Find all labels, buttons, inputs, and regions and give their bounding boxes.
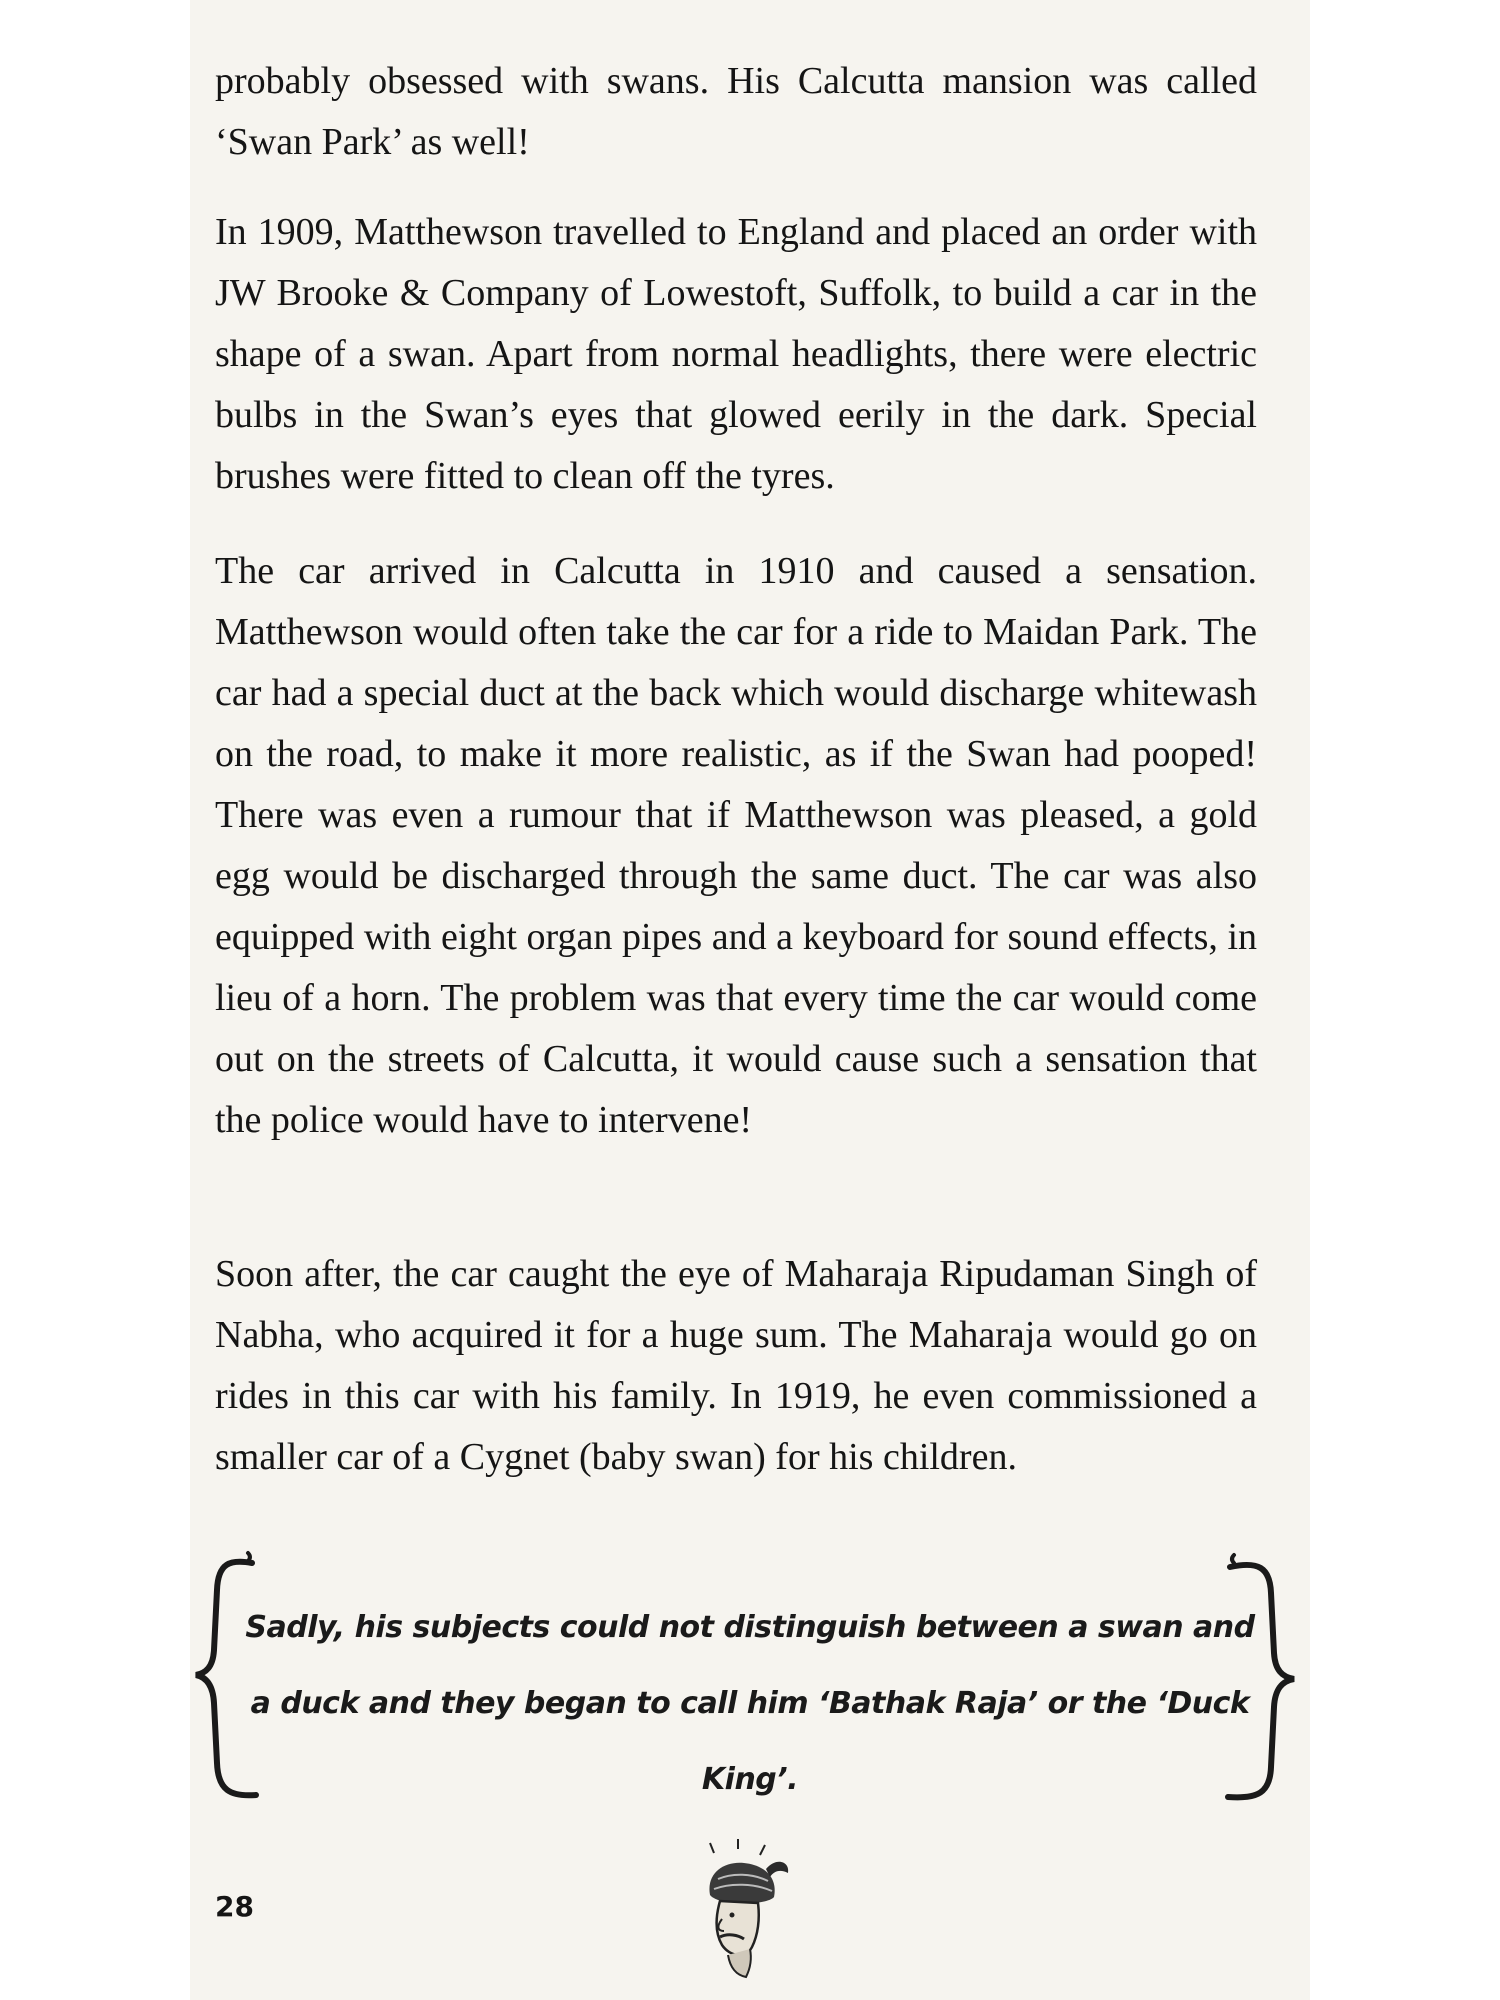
- callout-box: [190, 1545, 1310, 1815]
- book-page: [190, 0, 1310, 2000]
- paragraph-1910-arrival: The car arrived in Calcutta in 1910 and caused a sensation. Matthewson would often take the car for a ride to Maidan Park. The car had a special duct at the back which would discharge whitewash on the road, to make it more realistic, as if the Swan had pooped! There was even a rumour that if Matthewson was pleased, a gold egg would be discharged through the same duct. The car was also equipped with eight organ pipes and a keyboard for sound effects, in lieu of a horn. The problem was that every time the car would come out on the streets of Calcutta, it would cause such a sensation that the police would have to intervene!: [215, 550, 1257, 1141]
- callout-text: Sadly, his subjects could not distinguish between a swan and a duck and they began to call him ‘Bathak Raja’ or the ‘Duck King’.: [245, 1610, 1255, 1797]
- page-number: 28: [215, 1890, 254, 1923]
- maharaja-portrait-icon: [680, 1835, 800, 1980]
- paragraph-swan-park: probably obsessed with swans. His Calcutta mansion was called ‘Swan Park’ as well!: [215, 60, 1257, 163]
- paragraph-maharaja: Soon after, the car caught the eye of Maharaja Ripudaman Singh of Nabha, who acquired it for a huge sum. The Maharaja would go on rides in this car with his family. In 1919, he even commissioned a smaller car of a Cygnet (baby swan) for his children.: [215, 1253, 1257, 1478]
- paragraph-1909-order: In 1909, Matthewson travelled to England and placed an order with JW Brooke & Company of Lowestoft, Suffolk, to build a car in the shape of a swan. Apart from normal headlights, there were electric bulbs in the Swan’s eyes that glowed eerily in the dark. Special brushes were fitted to clean off the tyres.: [215, 211, 1257, 497]
